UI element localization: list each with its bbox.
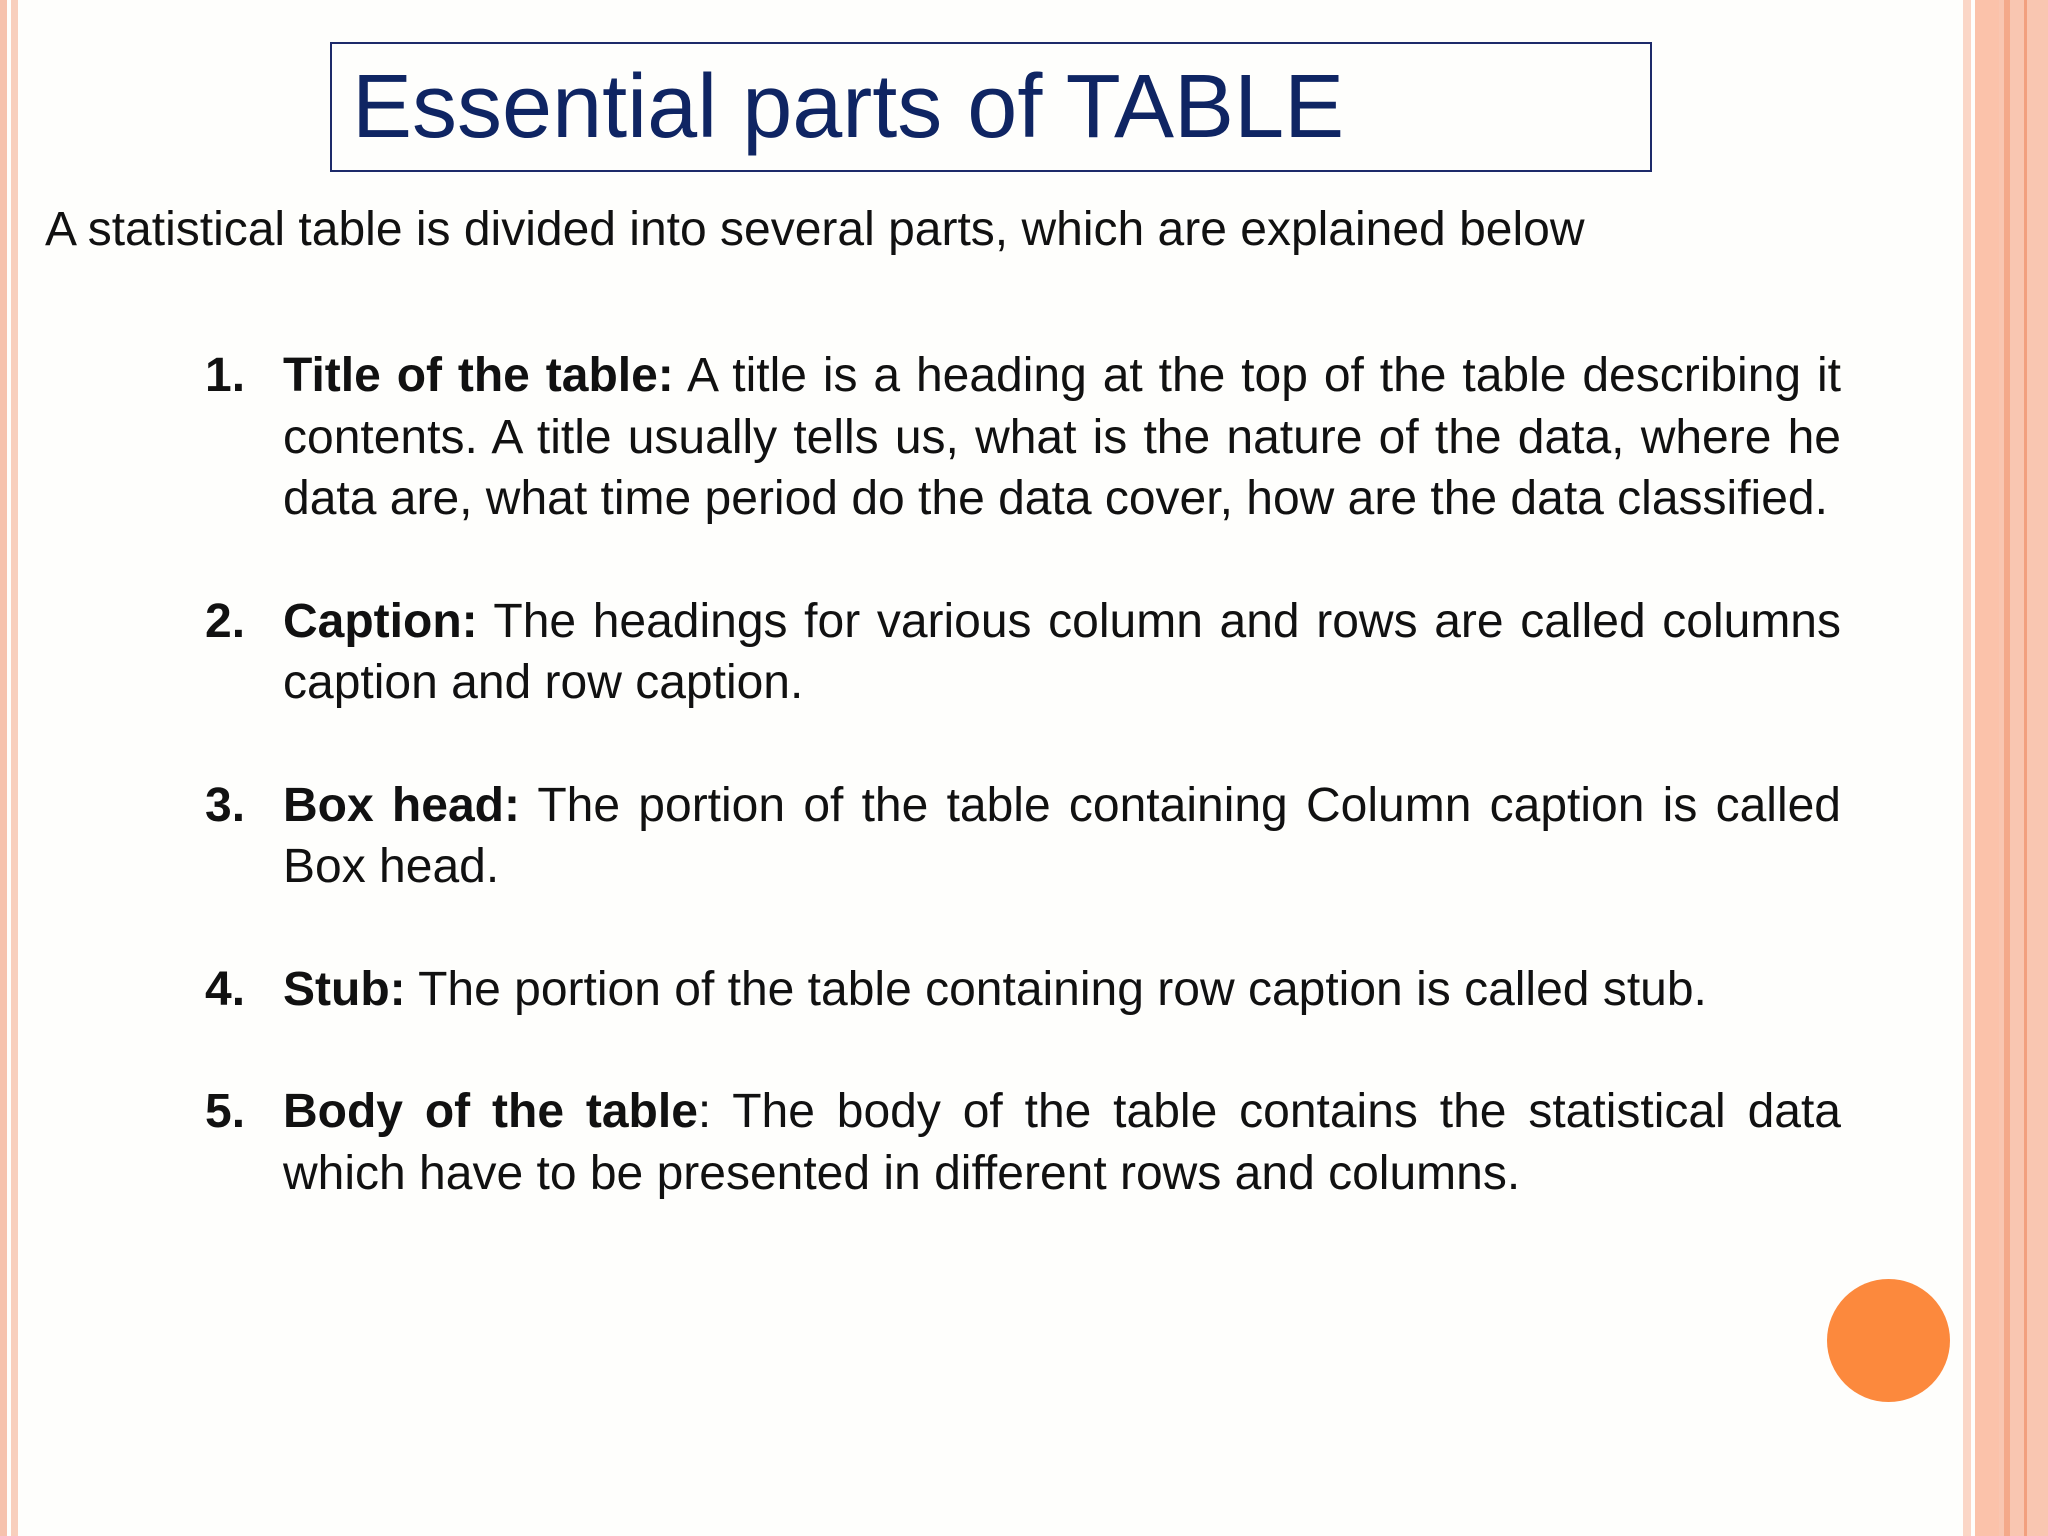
item-number: 1. [205, 349, 246, 402]
item-term: Body of the table [283, 1085, 698, 1138]
item-separator: : [697, 1085, 712, 1138]
item-term: Caption: [283, 594, 478, 648]
item-term: Box head: [283, 778, 520, 832]
item-description: A title is a heading at the top of the table describing it contents. A title usually tells us, what is the nature of the data, where he data are, what time period do the data cover, how are the data classified. [283, 349, 1841, 525]
left-border-stripe-inner [11, 0, 18, 1536]
list-item [205, 345, 1841, 530]
item-number: 3. [205, 778, 246, 832]
parts-list [205, 345, 1841, 1265]
right-border-line [2004, 0, 2010, 1536]
list-item [205, 959, 1841, 1021]
item-number: 2. [205, 594, 246, 648]
intro-text: A statistical table is divided into several parts, which are explained below [45, 203, 1585, 256]
item-number: 5. [205, 1085, 246, 1138]
item-description: The portion of the table containing row caption is called stub. [405, 962, 1707, 1016]
left-border-stripe [0, 0, 7, 1536]
item-term: Stub: [283, 962, 406, 1016]
list-item [205, 1081, 1841, 1204]
list-item [205, 775, 1841, 898]
item-number: 4. [205, 962, 246, 1016]
item-description: The body of the table contains the statistical data which have to be presented in different rows and columns. [283, 1085, 1841, 1200]
orange-circle-decoration [1827, 1279, 1950, 1402]
item-description: The portion of the table containing Column caption is called Box head. [283, 778, 1842, 893]
right-border-stripe-inner [1963, 0, 1971, 1536]
right-border-stripe [1975, 0, 1999, 1536]
item-term: Title of the table: [283, 349, 674, 402]
title-box [330, 42, 1652, 172]
list-item [205, 591, 1841, 714]
item-description: The headings for various column and rows are called columns caption and row caption. [283, 594, 1841, 709]
slide-title: Essential parts of TABLE [352, 57, 1345, 157]
right-border-line-outer [2024, 0, 2027, 1536]
